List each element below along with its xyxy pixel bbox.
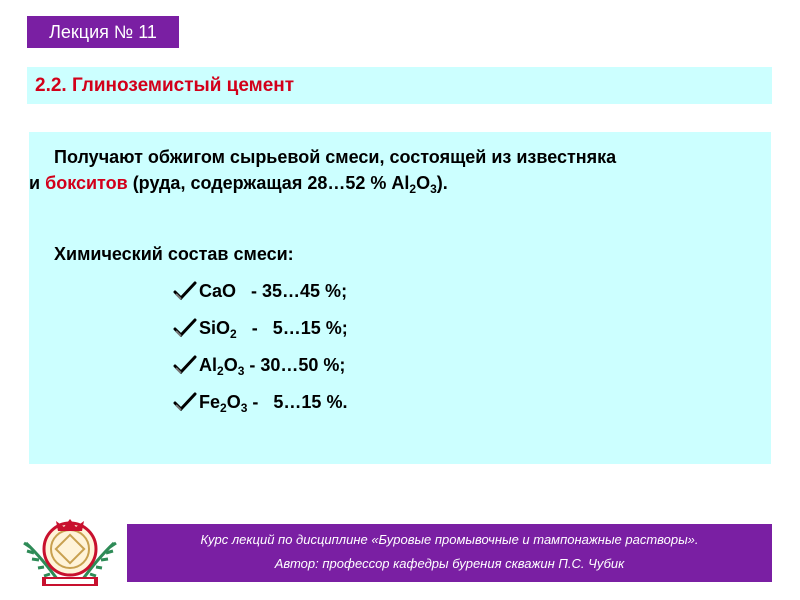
formula: CaO (199, 281, 237, 301)
description-prefix: и (29, 173, 46, 193)
composition-title: Химический состав смеси: (54, 244, 294, 264)
composition-item-sio2 (173, 315, 348, 352)
description-line-2 (29, 170, 769, 196)
formula-value: - 5…15 %. (247, 392, 348, 412)
composition-list (173, 278, 348, 426)
footer-banner (127, 524, 772, 582)
checkmark-icon (173, 318, 197, 338)
checkmark-icon (173, 281, 197, 301)
bauxite-term: бокситов (45, 173, 128, 193)
subscript: 2 (217, 364, 224, 378)
description-end: ). (436, 173, 448, 193)
formula: Al (199, 355, 217, 375)
formula-value: - 5…15 %; (236, 318, 348, 338)
composition-item-fe2o3 (173, 389, 348, 426)
formula-part: O (226, 392, 241, 412)
composition-item-cao (173, 278, 348, 315)
subscript: 3 (430, 182, 437, 196)
description-mid: (руда, содержащая 28…52 % Al (127, 173, 410, 193)
subscript: 2 (409, 182, 417, 196)
formula: Fe (199, 392, 221, 412)
formula-value: - 30…50 %; (244, 355, 346, 375)
university-emblem-icon (20, 513, 120, 591)
course-info: Курс лекций по дисциплине «Буровые промывочные и тампонажные растворы». (200, 532, 699, 547)
formula: SiO (199, 318, 231, 338)
section-header (27, 67, 772, 104)
subscript: 2 (230, 327, 237, 341)
formula-value: - 35…45 %; (236, 281, 348, 301)
checkmark-icon (173, 392, 197, 412)
formula-part: O (223, 355, 238, 375)
checkmark-icon (173, 355, 197, 375)
subscript: 3 (240, 401, 248, 415)
lecture-number-badge: Лекция № 11 (27, 16, 179, 48)
section-title: 2.2. Глиноземистый цемент (35, 75, 295, 96)
author-info: Автор: профессор кафедры бурения скважин П.С. Чубик (274, 556, 625, 571)
subscript: 2 (220, 401, 227, 415)
description-line-1: Получают обжигом сырьевой смеси, состоящей из известняка (54, 147, 617, 167)
description-oxygen: O (416, 173, 431, 193)
content-panel (29, 132, 771, 464)
composition-item-al2o3 (173, 352, 348, 389)
subscript: 3 (237, 364, 245, 378)
description-paragraph (29, 144, 769, 196)
